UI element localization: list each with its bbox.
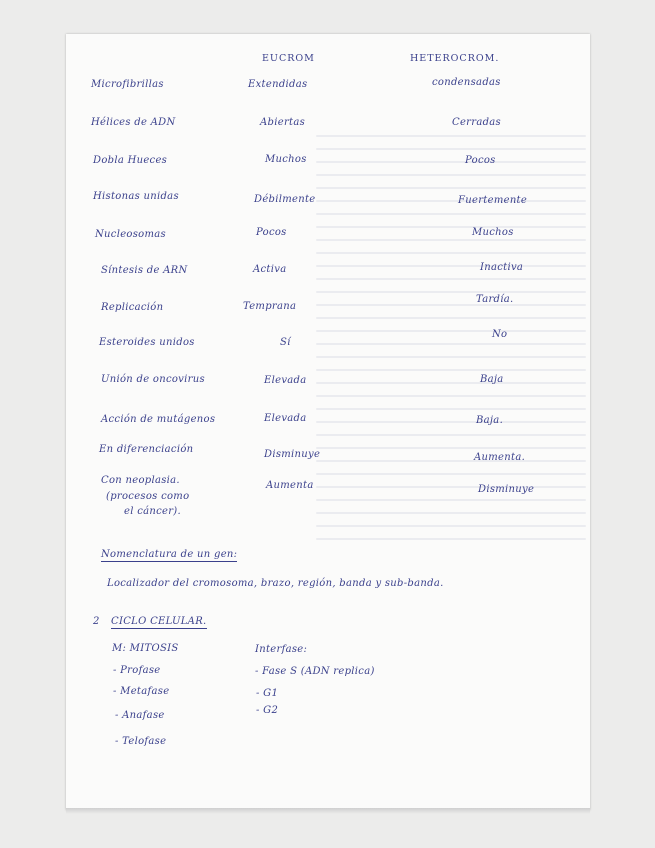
interfase-phase: - G1 [256,688,279,699]
row-heterochromatin-value: Aumenta. [474,452,526,463]
row-euchromatin-value: Elevada [264,375,307,386]
row-euchromatin-value: Extendidas [248,79,308,90]
interfase-title: Interfase: [255,644,308,655]
row-feature: Síntesis de ARN [101,265,188,276]
row-feature: Con neoplasia. [101,475,180,486]
neoplasia-note-line: el cáncer). [124,506,181,517]
mitosis-phase: - Anafase [115,710,165,721]
row-euchromatin-value: Aumenta [266,480,314,491]
interfase-phase: - G2 [256,705,279,716]
row-heterochromatin-value: Cerradas [452,117,501,128]
header-euchromatin: EUCROM [262,53,315,64]
row-heterochromatin-value: condensadas [432,77,501,88]
row-feature: Acción de mutágenos [101,414,216,425]
row-heterochromatin-value: Baja [480,374,504,385]
nomenclature-title: Nomenclatura de un gen: [101,549,238,560]
interfase-phase: - Fase S (ADN replica) [255,666,375,677]
neoplasia-note-line: (procesos como [106,491,190,502]
nomenclature-text: Localizador del cromosoma, brazo, región, banda y sub-banda. [107,578,444,589]
row-heterochromatin-value: Tardía. [476,294,514,305]
row-euchromatin-value: Sí [280,337,291,348]
bleed-through-shadow [316,124,586,594]
row-euchromatin-value: Temprana [243,301,297,312]
row-euchromatin-value: Elevada [264,413,307,424]
row-euchromatin-value: Abiertas [260,117,306,128]
row-heterochromatin-value: Fuertemente [458,195,528,206]
mitosis-phase: - Telofase [115,736,167,747]
row-feature: Nucleosomas [95,229,166,240]
row-heterochromatin-value: Baja. [476,415,504,426]
row-feature: Dobla Hueces [93,155,168,166]
row-heterochromatin-value: Inactiva [480,262,524,273]
row-euchromatin-value: Débilmente [254,194,316,205]
row-euchromatin-value: Muchos [265,154,307,165]
row-feature: En diferenciación [99,444,194,455]
row-feature: Unión de oncovirus [101,374,205,385]
section-title: CICLO CELULAR. [111,616,207,627]
row-feature: Esteroides unidos [99,337,195,348]
row-feature: Replicación [101,302,164,313]
mitosis-phase: - Profase [113,665,161,676]
row-feature: Microfibrillas [91,79,164,90]
header-heterochromatin: HETEROCROM. [410,53,500,64]
row-euchromatin-value: Disminuye [264,449,321,460]
mitosis-phase: - Metafase [113,686,170,697]
row-heterochromatin-value: Disminuye [478,484,535,495]
row-heterochromatin-value: Pocos [465,155,496,166]
row-feature: Hélices de ADN [91,117,176,128]
section-number: 2 [93,616,100,627]
page-edge-shadow [66,808,590,814]
row-euchromatin-value: Pocos [256,227,287,238]
row-heterochromatin-value: Muchos [472,227,514,238]
row-heterochromatin-value: No [492,329,508,340]
mitosis-title: M: MITOSIS [112,643,179,654]
row-feature: Histonas unidas [93,191,179,202]
row-euchromatin-value: Activa [253,264,287,275]
